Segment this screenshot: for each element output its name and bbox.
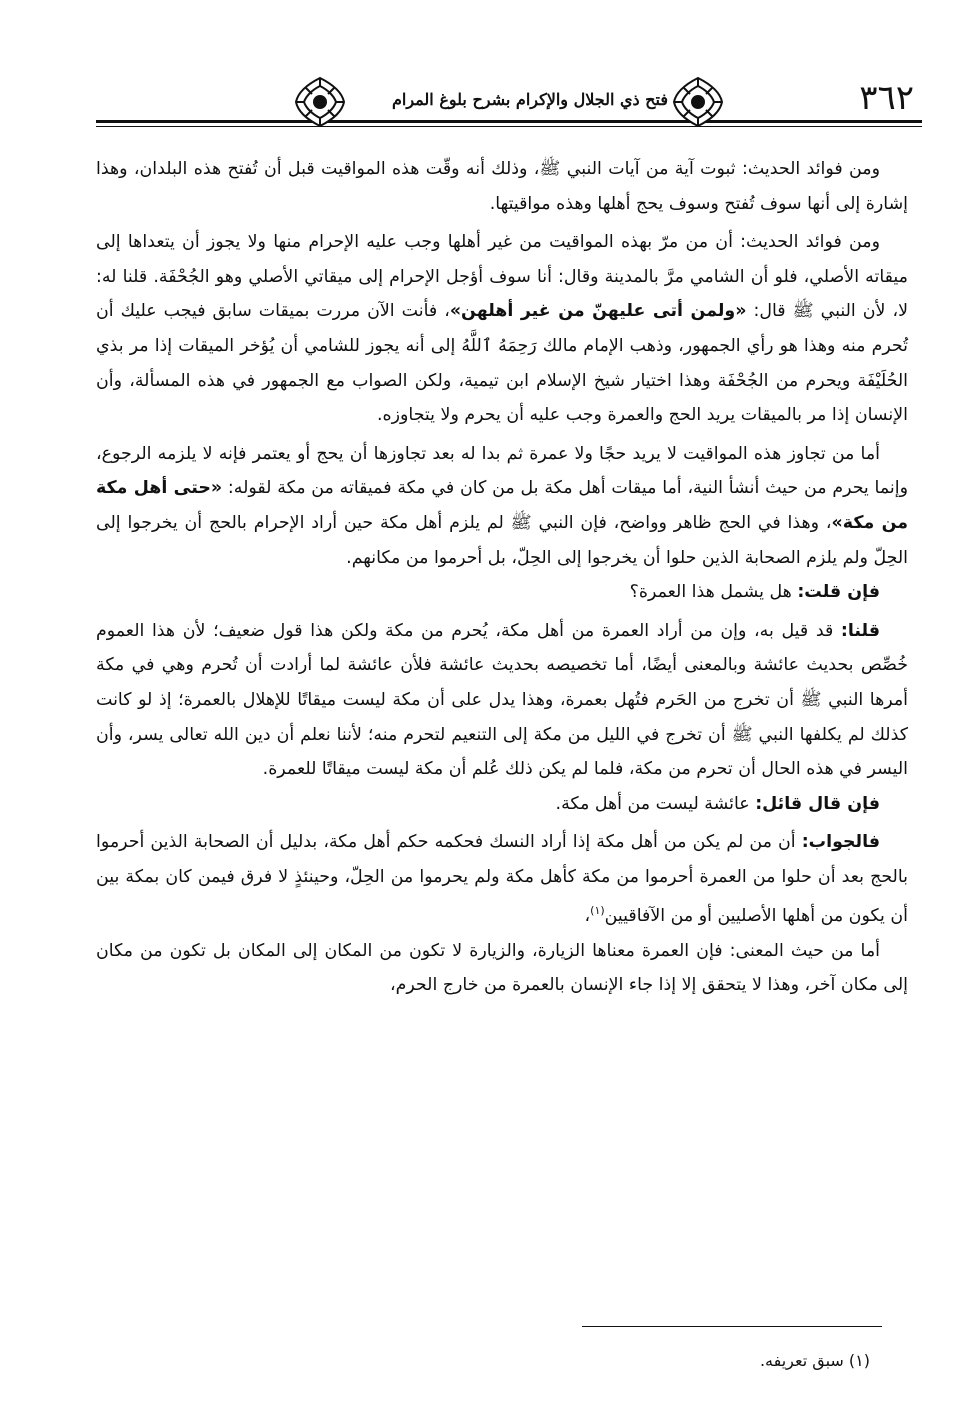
paragraph-7-text: أن من لم يكن من أهل مكة إذا أراد النسك فحكمه حكم أهل مكة، بدليل أن الصحابة الذين أحرموا بالحج بعد أن حلوا من العمرة أحرموا من مكة كأهل مكة ولم يحرموا من الحِلّ، وحينئذٍ لا فرق فيمن كان بمكة بين أن يكون من أهلها الأصليين أو من الآفاقيين <box>96 832 908 927</box>
header-rule-thin <box>96 126 922 127</box>
floral-ornament-icon <box>670 74 726 130</box>
footnote-text: سبق تعريفه. <box>759 1351 849 1370</box>
footnote <box>760 1348 870 1374</box>
paragraph-1-text: ومن فوائد الحديث: ثبوت آية من آيات النبي ﷺ، وذلك أنه وقّت هذه المواقيت قبل أن تُفتح هذه البلدان، وهذا إشارة إلى أنها سوف تُفتح وسوف يحج أهلها وهذه مواقيتها. <box>96 159 908 214</box>
paragraph-8 <box>96 934 908 1003</box>
paragraph-3 <box>96 437 908 575</box>
paragraph-2-text-b: ، فأنت الآن مررت بميقات سابق فيجب عليك أن تُحرم منه وهذا هو رأي الجمهور، وذهب الإمام مالك رَحِمَهُ ٱللَّهُ إلى أنه يجوز للشامي أن يُؤخر الميقات إذا مر بذي الحُلَيْفَة ويحرم من الجُحْفَة وهذا اختيار شيخ الإسلام ابن تيمية، ولكن الصواب مع الجمهور في هذه المسألة، وأن الإنسان إذا مر بالميقات يريد الحج والعمرة وجب عليه أن يحرم ولا يتجاوزه. <box>96 301 908 426</box>
paragraph-3-text-a: أما من تجاوز هذه المواقيت لا يريد حجًا ولا عمرة ثم بدا له بعد تجاوزها أن يحج أو يعتمر فإنه لا يلزمه الرجوع، وإنما يحرم من حيث أنشأ النية، أما ميقات أهل مكة بل من كان في مكة فميقاته من مكة لقوله: <box>96 443 908 499</box>
footnote-reference[interactable]: (١) <box>590 904 605 918</box>
paragraph-2 <box>96 225 908 433</box>
reply-lead: فالجواب: <box>801 832 880 853</box>
body-text <box>96 152 908 1003</box>
paragraph-2-text-a: ومن فوائد الحديث: أن من مرّ بهذه المواقيت من غير أهلها وجب عليه الإحرام منها ولا يجوز أن يتعداها إلى ميقاته الأصلي، فلو أن الشامي مرَّ بالمدينة وقال: أنا سوف أؤجل الإحرام إلى ميقاتي الأصلي وهو الجُحْفَة. قلنا له: لا، لأن النبي ﷺ قال: <box>96 232 908 322</box>
paragraph-7 <box>96 825 908 934</box>
footnote-rule <box>582 1326 882 1327</box>
hadith-quote: «حتى أهل مكة من مكة» <box>96 478 908 533</box>
paragraph-5 <box>96 614 908 787</box>
paragraph-3-text-b: ، وهذا في الحج ظاهر وواضح، فإن النبي ﷺ لم يلزم أهل مكة حين أراد الإحرام بالحج أن يخرجوا إلى الحِلّ ولم يلزم الصحابة الذين حلوا أن يخرجوا إلى الحِلّ، بل أحرموا من مكانهم. <box>96 512 908 568</box>
paragraph-6 <box>96 787 908 822</box>
page-number: ٣٦٢ <box>859 78 914 118</box>
running-title: فتح ذي الجلال والإكرام بشرح بلوغ المرام <box>364 82 696 118</box>
answer-lead: قلنا: <box>840 620 880 641</box>
paragraph-4-text: هل يشمل هذا العمرة؟ <box>629 582 798 603</box>
paragraph-4 <box>96 575 908 610</box>
floral-ornament-icon <box>292 74 348 130</box>
paragraph-5-text: قد قيل به، وإن من أراد العمرة من أهل مكة، يُحرم من مكة ولكن هذا قول ضعيف؛ لأن هذا العموم خُصِّص بحديث عائشة وبالمعنى أيضًا، أما تخصيصه بحديث عائشة فلأن عائشة لما أرادت أن تُحرم وهي في مكة أمرها النبي ﷺ أن تخرج من الحَرم فتُهل بعمرة، وهذا يدل على أن مكة ليست ميقاتًا للإهلال بالعمرة؛ إذ لو كانت كذلك لم يكلفها النبي ﷺ أن تخرج في الليل من مكة إلى التنعيم لتحرم منه؛ لأننا نعلم أن دين الله تعالى يسر، وأن اليسر في هذه الحال أن تحرم من مكة، فلما لم يكن ذلك عُلم أن مكة ليست ميقاتًا للعمرة. <box>96 620 908 780</box>
footnote-marker: (١) <box>848 1351 870 1370</box>
objection-lead: فإن قال قائل: <box>755 793 880 814</box>
paragraph-7-end: ، <box>584 906 591 927</box>
paragraph-6-text: عائشة ليست من أهل مكة. <box>555 793 756 814</box>
header-rule <box>96 120 922 123</box>
paragraph-1 <box>96 152 908 221</box>
hadith-quote: «ولمن أتى عليهنّ من غير أهلهن» <box>449 301 747 322</box>
page-header <box>96 70 922 140</box>
question-lead: فإن قلت: <box>797 582 880 603</box>
paragraph-8-text: أما من حيث المعنى: فإن العمرة معناها الزيارة، والزيارة لا تكون من المكان إلى المكان بل تكون من مكان إلى مكان آخر، وهذا لا يتحقق إلا إذا جاء الإنسان بالعمرة من خارج الحرم، <box>96 940 908 996</box>
